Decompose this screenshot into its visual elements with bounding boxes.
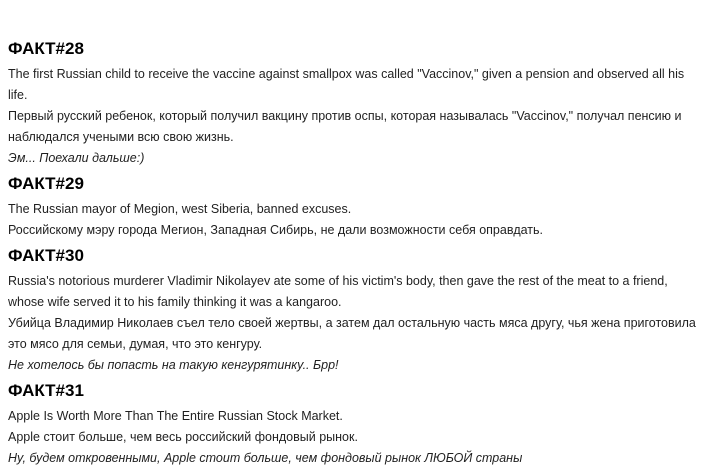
fact-text-russian: Apple стоит больше, чем весь российский фондовый рынок.: [8, 430, 358, 444]
fact-block: [8, 245, 699, 376]
fact-text-english: The first Russian child to receive the vaccine against smallpox was called "Vaccinov," given a pension and observed all his life.: [8, 67, 685, 102]
fact-heading: ФАКТ#28: [8, 39, 84, 58]
fact-author-note: Ну, будем откровенными, Apple стоит больше, чем фондовый рынок ЛЮБОЙ страны: [8, 451, 523, 465]
fact-text-english: Russia's notorious murderer Vladimir Nikolayev ate some of his victim's body, then gave the rest of the meat to a friend, whose wife served it to his family thinking it was a kangaroo.: [8, 274, 668, 309]
fact-text-russian: Российскому мэру города Мегион, Западная Сибирь, не дали возможности себя оправдать.: [8, 223, 543, 237]
fact-heading: ФАКТ#30: [8, 246, 84, 265]
fact-block: [8, 380, 699, 469]
fact-text-russian: Убийца Владимир Николаев съел тело своей жертвы, а затем дал остальную часть мяса другу, чья жена приготовила это мясо для семьи, думая, что это кенгуру.: [8, 316, 696, 351]
fact-block: [8, 173, 699, 241]
fact-text-english: The Russian mayor of Megion, west Siberia, banned excuses.: [8, 202, 352, 216]
fact-heading: ФАКТ#29: [8, 174, 84, 193]
fact-heading: ФАКТ#31: [8, 381, 84, 400]
fact-block: [8, 38, 699, 169]
fact-text-russian: Первый русский ребенок, который получил вакцину против оспы, которая называлась "Vaccinov," получал пенсию и наблюдался учеными всю свою жизнь.: [8, 109, 682, 144]
fact-text-english: Apple Is Worth More Than The Entire Russian Stock Market.: [8, 409, 343, 423]
fact-author-note: Не хотелось бы попасть на такую кенгурятинку.. Брр!: [8, 358, 339, 372]
fact-author-note: Эм... Поехали дальше:): [8, 151, 145, 165]
